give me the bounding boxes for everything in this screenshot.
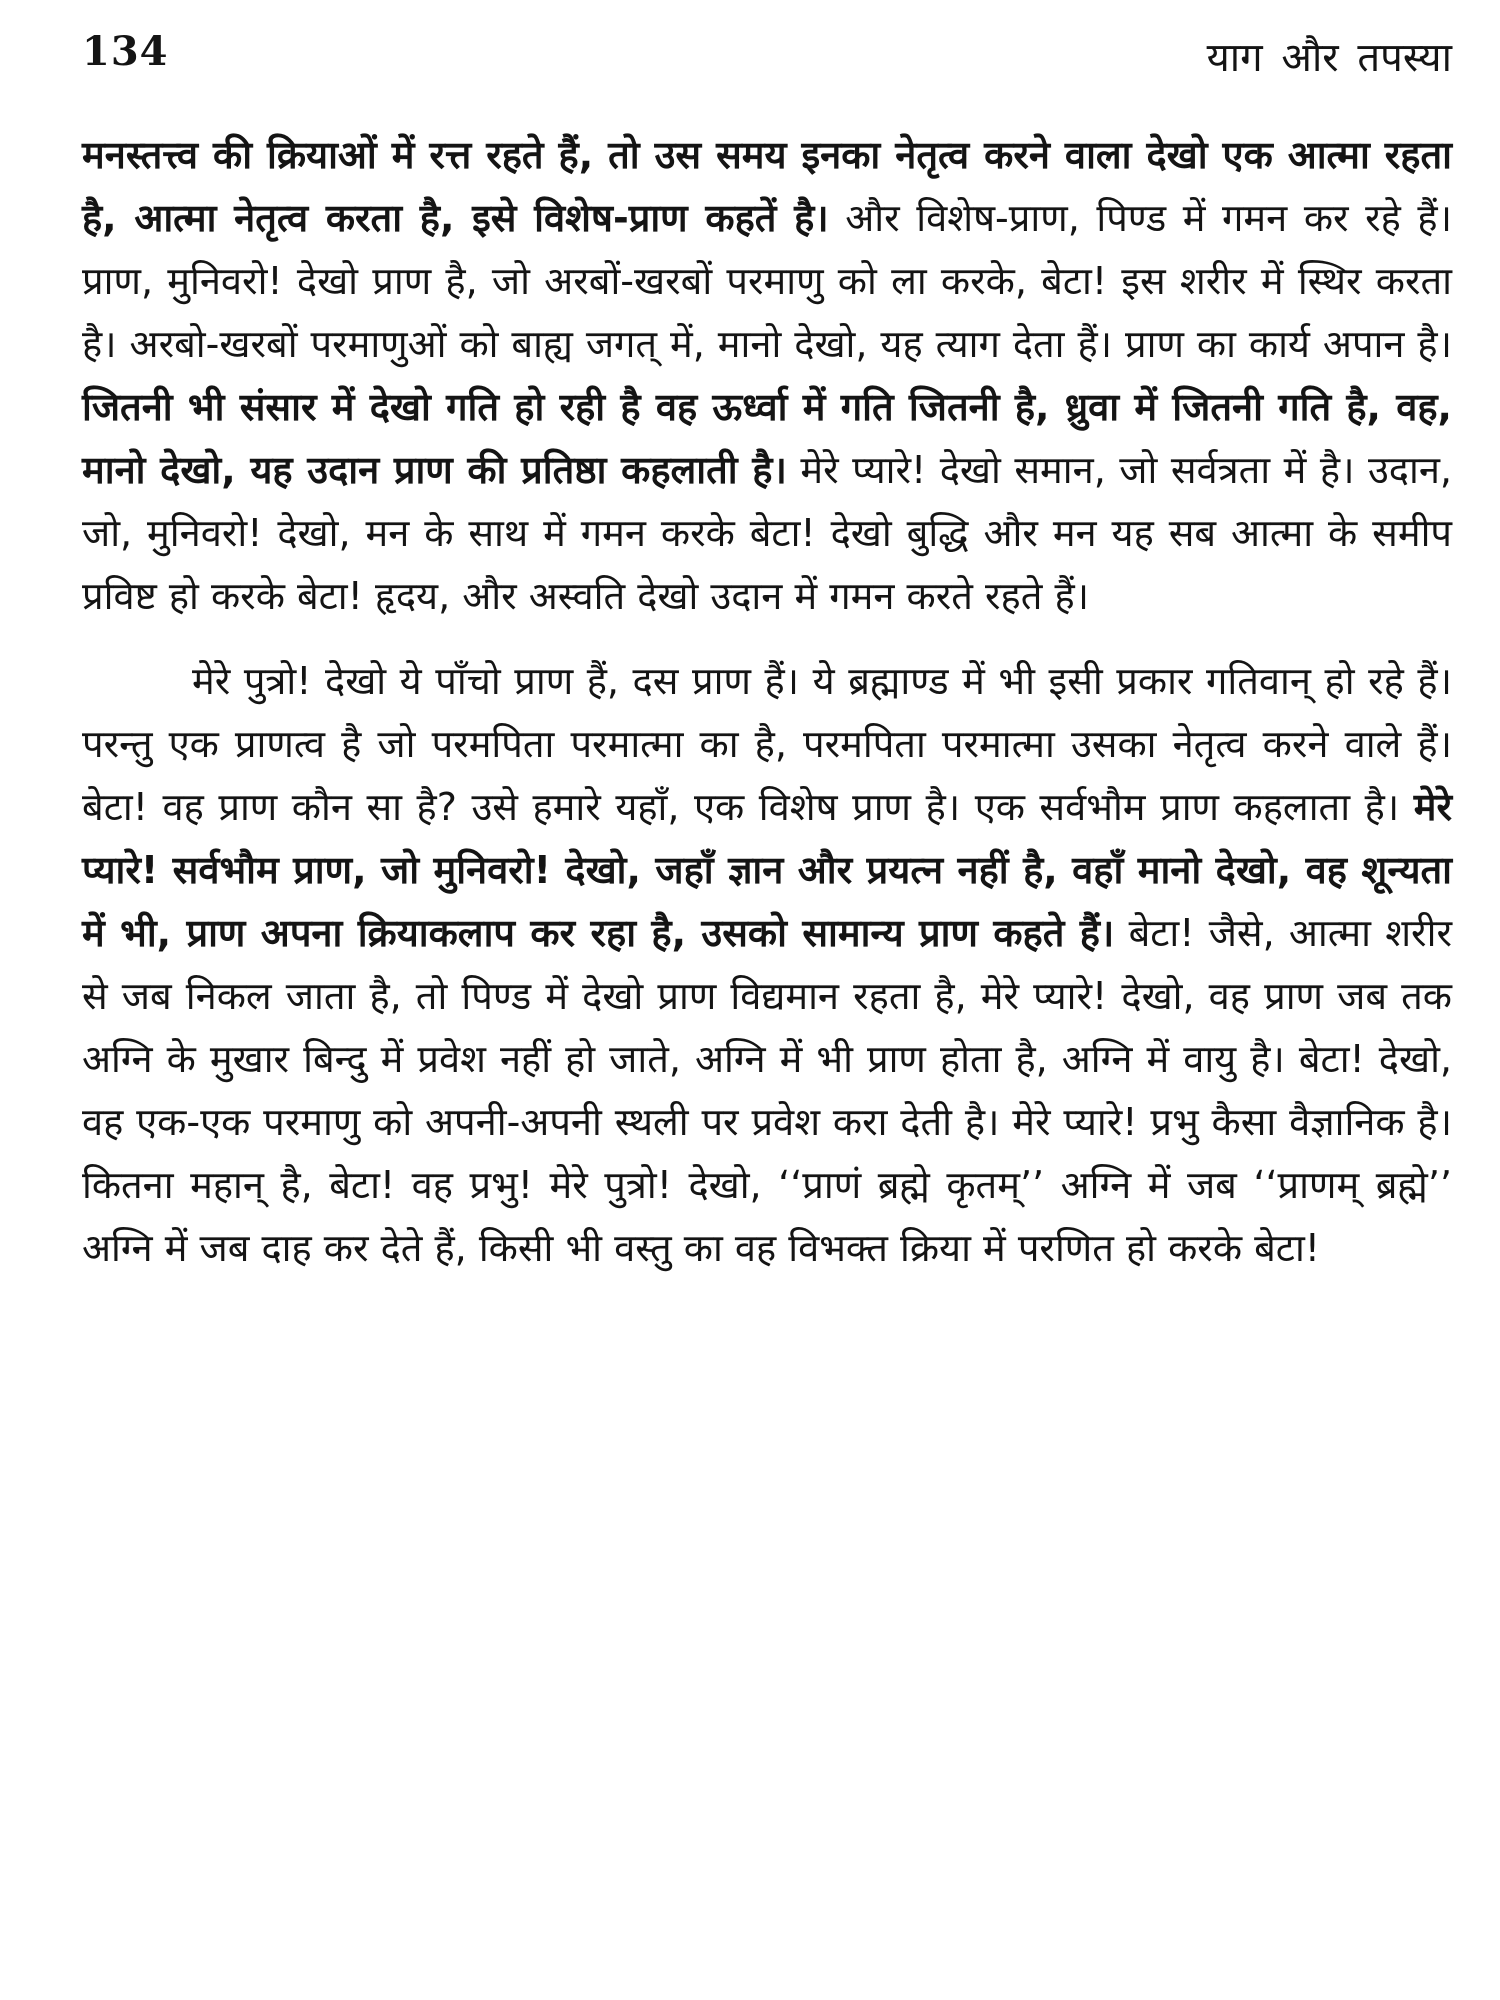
regular-passage: मेरे प्यारे! देखो समान, जो सर्वत्रता में है। उदान, जो, मुनिवरो! देखो, मन के साथ में गमन करके बेटा! देखो बुद्धि और मन यह सब आत्मा के समीप प्रविष्ट हो करके बेटा! हृदय, और अस्वति देखो उदान में गमन करते रहते हैं। — [82, 448, 1452, 618]
page-number: 134 — [82, 28, 169, 75]
running-title: याग और तपस्या — [1206, 35, 1452, 81]
page-header — [82, 28, 1452, 98]
regular-passage: और विशेष-प्राण, पिण्ड में गमन कर रहे हैं। प्राण, मुनिवरो! देखो प्राण है, जो अरबों-खरबों परमाणु को ला करके, बेटा! इस शरीर में स्थिर करता है। अरबो-खरबों परमाणुओं को बाह्य जगत् में, मानो देखो, यह त्याग देता हैं। प्राण का कार्य अपान है। — [82, 196, 1452, 366]
bold-passage: मनस्तत्त्व की क्रियाओं में रत्त रहते हैं, तो उस समय इनका नेतृत्व करने वाला देखो एक आत्मा रहता है, आत्मा नेतृत्व करता है, इसे विशेष-प्राण कहतें है। — [82, 133, 1452, 240]
paragraph-2 — [82, 650, 1452, 1280]
paragraph-1 — [82, 124, 1452, 628]
regular-passage: मेरे पुत्रो! देखो ये पाँचो प्राण हैं, दस प्राण हैं। ये ब्रह्माण्ड में भी इसी प्रकार गतिवान् हो रहे हैं। परन्तु एक प्राणत्व है जो परमपिता परमात्मा का है, परमपिता परमात्मा उसका नेतृत्व करने वाले हैं। बेटा! वह प्राण कौन सा है? उसे हमारे यहाँ, एक विशेष प्राण है। एक सर्वभौम प्राण कहलाता है। — [82, 659, 1452, 829]
bold-passage: मेरे प्यारे! सर्वभौम प्राण, जो मुनिवरो! देखो, जहाँ ज्ञान और प्रयत्न नहीं है, वहाँ मानो देखो, वह शून्यता में भी, प्राण अपना क्रियाकलाप कर रहा है, उसको सामान्य प्राण कहते हैं। — [82, 785, 1452, 955]
bold-passage: जितनी भी संसार में देखो गति हो रही है वह ऊर्ध्वा में गति जितनी है, ध्रुवा में जितनी गति है, वह, मानो देखो, यह उदान प्राण की प्रतिष्ठा कहलाती है। — [82, 385, 1452, 492]
regular-passage: बेटा! जैसे, आत्मा शरीर से जब निकल जाता है, तो पिण्ड में देखो प्राण विद्यमान रहता है, मेरे प्यारे! देखो, वह प्राण जब तक अग्नि के मुखार बिन्दु में प्रवेश नहीं हो जाते, अग्नि में भी प्राण होता है, अग्नि में वायु है। बेटा! देखो, वह एक-एक परमाणु को अपनी-अपनी स्थली पर प्रवेश करा देती है। मेरे प्यारे! प्रभु कैसा वैज्ञानिक है। कितना महान् है, बेटा! वह प्रभु! मेरे पुत्रो! देखो, ‘‘प्राणं ब्रह्मे कृतम्’’ अग्नि में जब ‘‘प्राणम् ब्रह्मे’’ अग्नि में जब दाह कर देते हैं, किसी भी वस्तु का वह विभक्त क्रिया में परणित हो करके बेटा! — [82, 911, 1452, 1270]
body-text — [82, 124, 1452, 1280]
